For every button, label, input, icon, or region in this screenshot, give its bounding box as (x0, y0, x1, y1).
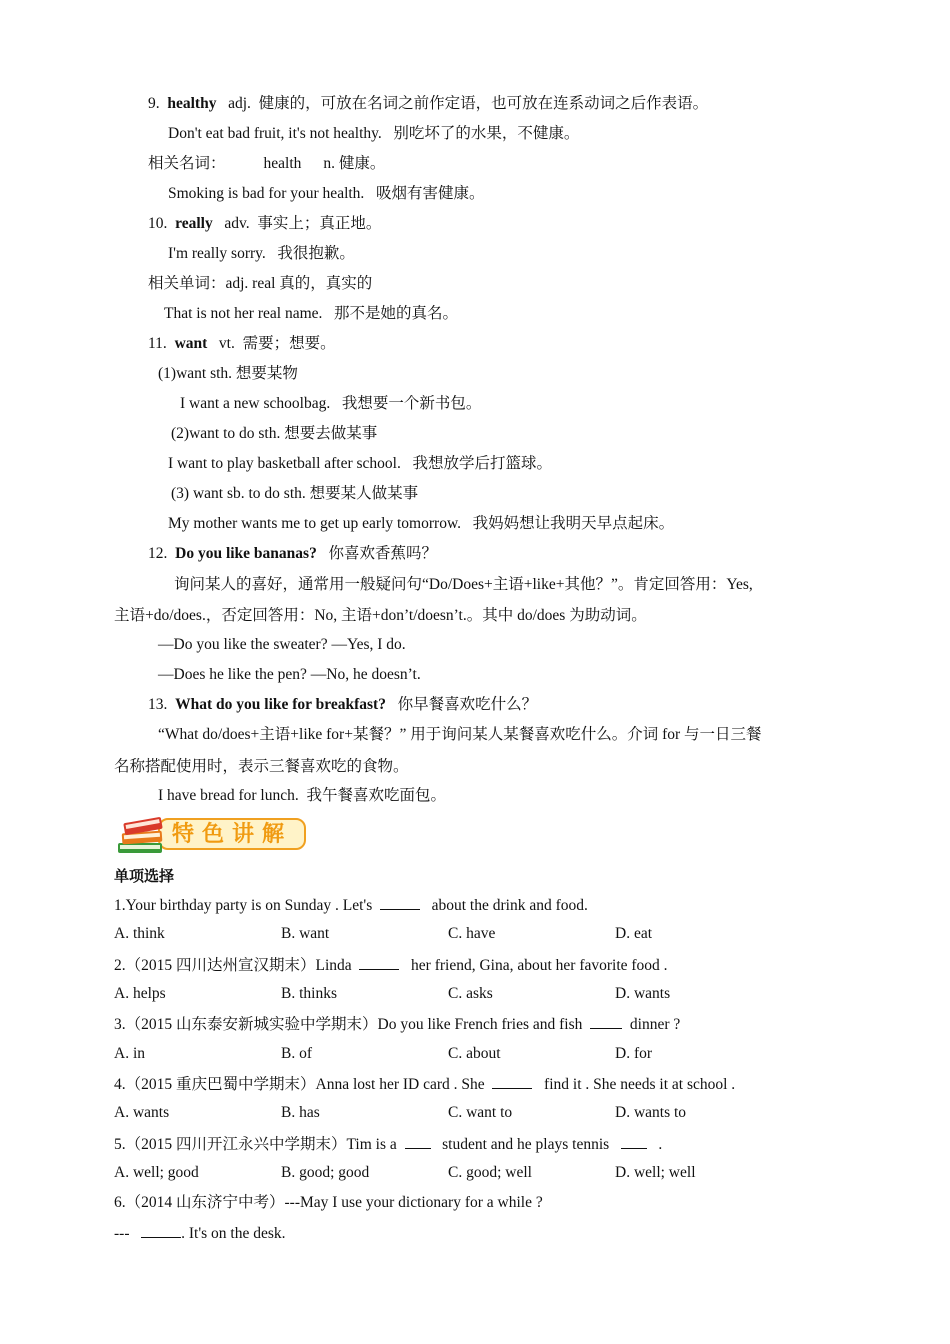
books-icon (114, 813, 174, 859)
answer-blank[interactable] (141, 1223, 181, 1238)
item-9-example-2: Smoking is bad for your health. 吸烟有害健康。 (168, 185, 485, 202)
item-10-related: 相关单词：adj. real 真的，真实的 (148, 275, 373, 292)
option-a[interactable]: A. helps (114, 985, 166, 1002)
item-13-explanation-2: 名称搭配使用时，表示三餐喜欢吃的食物。 (114, 758, 409, 775)
item-12-explanation-2: 主语+do/does.，否定回答用：No, 主语+don’t/doesn’t.。其中 do/does 为助动词。 (114, 607, 647, 624)
item-11-usage-2: (2)want to do sth. 想要去做某事 (171, 425, 378, 442)
option-a[interactable]: A. wants (114, 1104, 170, 1121)
item-11-usage-1-example: I want a new schoolbag. 我想要一个新书包。 (180, 395, 482, 412)
option-c[interactable]: C. about (448, 1045, 501, 1062)
item-12-dialogue-1: —Do you like the sweater? —Yes, I do. (158, 636, 406, 653)
answer-blank[interactable] (492, 1074, 532, 1089)
question-4: 4.（2015 重庆巴蜀中学期末）Anna lost her ID card . She find it . She needs it at school . (114, 1076, 736, 1093)
question-5: 5.（2015 四川开江永兴中学期末）Tim is a student and he plays tennis . (114, 1136, 663, 1153)
item-12-dialogue-2: —Does he like the pen? —No, he doesn’t. (158, 666, 421, 683)
item-12-header: 12. Do you like bananas? 你喜欢香蕉吗？ (148, 545, 437, 562)
option-a[interactable]: A. think (114, 925, 165, 942)
option-d[interactable]: D. well; well (615, 1164, 696, 1181)
option-b[interactable]: B. want (281, 925, 330, 942)
option-b[interactable]: B. has (281, 1104, 320, 1121)
option-a[interactable]: A. well; good (114, 1164, 199, 1181)
item-12-explanation-1: 询问某人的喜好，通常用一般疑问句“Do/Does+主语+like+其他？”。肯定回答用：Yes, (174, 576, 753, 593)
option-d[interactable]: D. eat (615, 925, 653, 942)
item-10-example-2: That is not her real name. 那不是她的真名。 (164, 305, 459, 322)
item-10-header: 10. really adv. 事实上；真正地。 (148, 215, 382, 232)
option-d[interactable]: D. for (615, 1045, 653, 1062)
item-13-header: 13. What do you like for breakfast? 你早餐喜欢吃什么？ (148, 696, 538, 713)
item-10-example: I'm really sorry. 我很抱歉。 (168, 245, 355, 262)
option-b[interactable]: B. thinks (281, 985, 337, 1002)
item-11-header: 11. want vt. 需要；想要。 (148, 335, 336, 352)
option-c[interactable]: C. have (448, 925, 496, 942)
question-3: 3.（2015 山东泰安新城实验中学期末）Do you like French fries and fish dinner ? (114, 1016, 681, 1033)
item-11-usage-2-example: I want to play basketball after school. 我想放学后打篮球。 (168, 455, 552, 472)
section-banner (114, 813, 310, 857)
item-11-usage-1: (1)want sth. 想要某物 (158, 365, 298, 382)
answer-blank[interactable] (621, 1134, 647, 1149)
question-1: 1.Your birthday party is on Sunday . Let's about the drink and food. (114, 897, 588, 914)
answer-blank[interactable] (380, 895, 420, 910)
item-9-example: Don't eat bad fruit, it's not healthy. 别吃坏了的水果，不健康。 (168, 125, 580, 142)
question-6: 6.（2014 山东济宁中考）---May I use your dictionary for a while ? (114, 1194, 543, 1211)
option-a[interactable]: A. in (114, 1045, 145, 1062)
answer-blank[interactable] (359, 955, 399, 970)
item-13-example: I have bread for lunch. 我午餐喜欢吃面包。 (158, 787, 446, 804)
question-6-answer: --- . It's on the desk. (114, 1225, 286, 1242)
quiz-heading: 单项选择 (114, 867, 175, 885)
option-c[interactable]: C. want to (448, 1104, 513, 1121)
item-13-explanation-1: “What do/does+主语+like for+某餐？” 用于询问某人某餐喜欢吃什么。介词 for 与一日三餐 (158, 726, 762, 743)
answer-blank[interactable] (590, 1014, 622, 1029)
option-b[interactable]: B. of (281, 1045, 312, 1062)
item-11-usage-3: (3) want sb. to do sth. 想要某人做某事 (171, 485, 419, 502)
question-2: 2.（2015 四川达州宣汉期末）Linda her friend, Gina, about her favorite food . (114, 957, 668, 974)
banner-title: 特色讲解 (172, 822, 293, 847)
item-11-usage-3-example: My mother wants me to get up early tomorrow. 我妈妈想让我明天早点起床。 (168, 515, 675, 532)
option-c[interactable]: C. asks (448, 985, 493, 1002)
item-9-related: 相关名词： health n. 健康。 (148, 155, 386, 172)
option-d[interactable]: D. wants (615, 985, 671, 1002)
option-c[interactable]: C. good; well (448, 1164, 532, 1181)
option-b[interactable]: B. good; good (281, 1164, 370, 1181)
option-d[interactable]: D. wants to (615, 1104, 687, 1121)
answer-blank[interactable] (405, 1134, 431, 1149)
item-9-header: 9. healthy adj. 健康的，可放在名词之前作定语，也可放在连系动词之后作表语。 (148, 95, 709, 112)
